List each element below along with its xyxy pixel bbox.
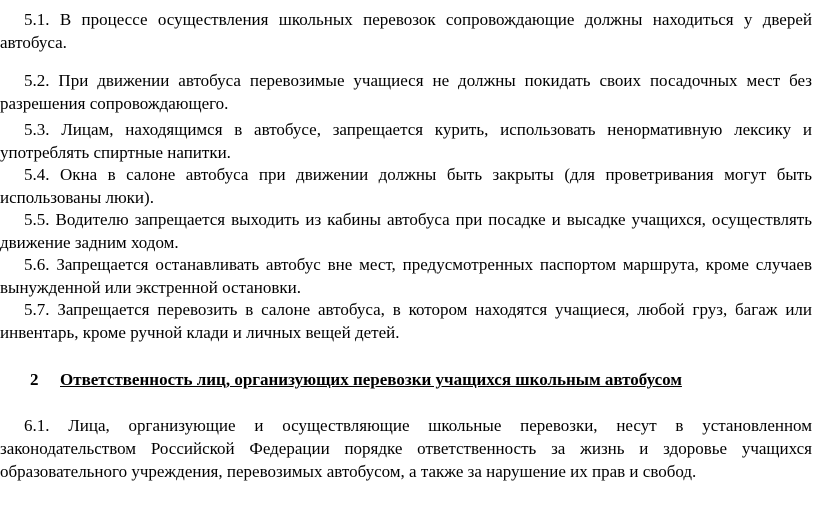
- section-title: Ответственность лиц, организующих перевозки учащихся школьным автобусом: [60, 370, 682, 389]
- paragraph-5-4: 5.4. Окна в салоне автобуса при движении должны быть закрыты (для проветривания могут быть использованы люки).: [0, 165, 812, 207]
- paragraph-6-1: 6.1. Лица, организующие и осуществляющие школьные перевозки, несут в установленном законодательством Российской Федерации порядке ответственность за жизнь и здоровье учащихся образовательного учреждения, перевозимых автобусом, а также за нарушение их прав и свобод.: [0, 416, 812, 481]
- paragraph-5-3: 5.3. Лицам, находящимся в автобусе, запрещается курить, использовать ненормативную лексику и употреблять спиртные напитки.: [0, 120, 812, 162]
- paragraph-5-5: 5.5. Водителю запрещается выходить из кабины автобуса при посадке и высадке учащихся, осуществлять движение задним ходом.: [0, 210, 812, 252]
- paragraph-5-6: 5.6. Запрещается останавливать автобус вне мест, предусмотренных паспортом маршрута, кроме случаев вынужденной или экстренной остановки.: [0, 255, 812, 297]
- paragraph-5-2: 5.2. При движении автобуса перевозимые учащиеся не должны покидать своих посадочных мест без разрешения сопровождающего.: [0, 71, 812, 113]
- section-number: 2: [30, 370, 39, 389]
- paragraph-5-1: 5.1. В процессе осуществления школьных перевозок сопровождающие должны находиться у дверей автобуса.: [0, 10, 812, 52]
- paragraph-5-7: 5.7. Запрещается перевозить в салоне автобуса, в котором находятся учащиеся, любой груз, багаж или инвентарь, кроме ручной клади и личных вещей детей.: [0, 300, 812, 342]
